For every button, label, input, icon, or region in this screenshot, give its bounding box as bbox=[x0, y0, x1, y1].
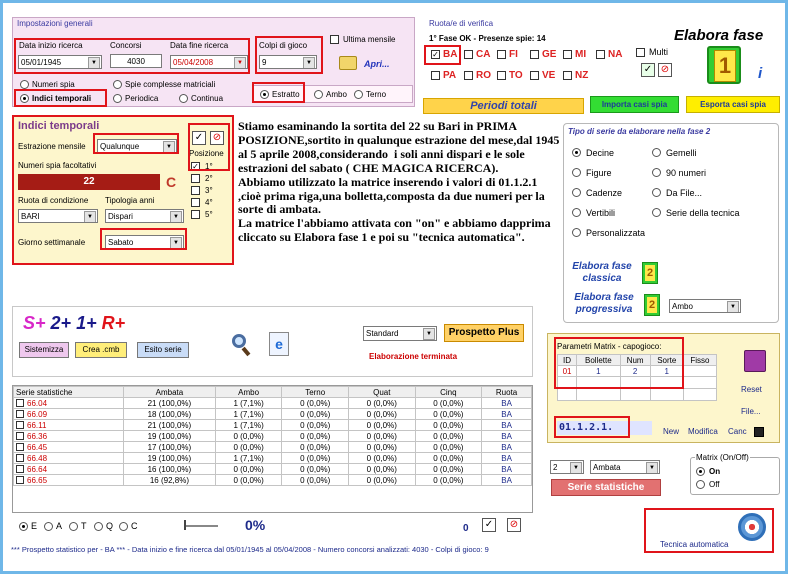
stats-cell: 0 (0,0%) bbox=[348, 431, 415, 442]
stats-header: Serie statistiche bbox=[14, 387, 124, 398]
footer-radio-t[interactable] bbox=[69, 522, 78, 531]
footer-radio-label-c: C bbox=[131, 521, 138, 531]
indici-radio-highlight bbox=[14, 89, 107, 107]
stats-cell: 1 (7,1%) bbox=[215, 398, 282, 409]
ruota-checkbox-ba[interactable]: ✓ bbox=[432, 50, 439, 59]
check-all-icon[interactable]: ✓ bbox=[641, 63, 655, 77]
elabora-progressiva-text: Elabora fase progressiva bbox=[574, 292, 634, 315]
ruote-title: Ruota/e di verifica bbox=[429, 19, 494, 28]
numeri-spia-radio[interactable] bbox=[20, 80, 29, 89]
terno-radio[interactable] bbox=[354, 90, 363, 99]
ruota-checkbox-nz[interactable] bbox=[563, 71, 572, 80]
stats-cell: 16 (92,8%) bbox=[124, 475, 216, 486]
save-icon[interactable] bbox=[754, 427, 764, 437]
elabora-classica-label[interactable] bbox=[568, 261, 636, 285]
serie-cell bbox=[14, 475, 124, 486]
serie-value: 66.64 bbox=[27, 464, 48, 474]
indici-temporali-radio-label: Indici temporali bbox=[32, 94, 92, 103]
elabora-progressiva-label[interactable] bbox=[568, 292, 640, 316]
serie-cell bbox=[14, 420, 124, 431]
stats-cell: 0 (0,0%) bbox=[415, 442, 482, 453]
stats-cell: 0 (0,0%) bbox=[415, 431, 482, 442]
row-checkbox[interactable] bbox=[16, 432, 24, 440]
posizione-label: Posizione bbox=[189, 149, 224, 158]
stats-cell: BA bbox=[482, 398, 532, 409]
posizione-label-4: 4° bbox=[205, 198, 213, 207]
ruota-label-na: NA bbox=[608, 49, 623, 60]
matrix-header-id: ID bbox=[558, 355, 577, 366]
stats-cell: 0 (0,0%) bbox=[215, 475, 282, 486]
matrix-canc-link[interactable]: Canc bbox=[728, 427, 747, 436]
row-checkbox[interactable] bbox=[16, 410, 24, 418]
tipo-label-figure: Figure bbox=[586, 168, 612, 178]
stats-cell: BA bbox=[482, 431, 532, 442]
serie-value: 66.11 bbox=[27, 420, 47, 430]
progress-slider[interactable] bbox=[184, 525, 218, 527]
ruota-label-ca: CA bbox=[476, 49, 491, 60]
table-row[interactable] bbox=[14, 453, 532, 464]
tipo-radio-figure[interactable] bbox=[572, 168, 581, 177]
tipo-radio-90-numeri[interactable] bbox=[652, 168, 661, 177]
stats-cell: 18 (100,0%) bbox=[124, 409, 216, 420]
matrix-modifica-link[interactable]: Modifica bbox=[688, 427, 718, 436]
table-row[interactable] bbox=[14, 409, 532, 420]
continua-radio[interactable] bbox=[179, 94, 188, 103]
terno-label: Terno bbox=[366, 90, 387, 99]
footer-radio-e[interactable] bbox=[19, 522, 28, 531]
concorsi-field[interactable]: 4030 bbox=[110, 54, 162, 68]
data-fine-select[interactable]: 05/04/2008 ▼ bbox=[170, 55, 248, 69]
ambo-label: Ambo bbox=[326, 90, 347, 99]
serie-cell bbox=[14, 409, 124, 420]
stats-cell: 0 (0,0%) bbox=[415, 409, 482, 420]
tipo-label-da-file-: Da File... bbox=[666, 188, 703, 198]
posizione-checkbox-3[interactable] bbox=[191, 186, 200, 195]
ruota-condizione-select[interactable]: BARI ▼ bbox=[18, 209, 98, 223]
matrix-cell: 1 bbox=[650, 366, 683, 377]
spie-complesse-radio[interactable] bbox=[113, 80, 122, 89]
colpi-label: Colpi di gioco bbox=[259, 41, 308, 50]
serie-cell bbox=[14, 431, 124, 442]
stats-cell: 0 (0,0%) bbox=[282, 442, 349, 453]
stats-cell: 0 (0,0%) bbox=[282, 453, 349, 464]
prospetto-plus-button[interactable]: Prospetto Plus bbox=[444, 324, 524, 342]
ruota-checkbox-ro[interactable] bbox=[464, 71, 473, 80]
footer-radio-c[interactable] bbox=[119, 522, 128, 531]
stats-cell: 21 (100,0%) bbox=[124, 398, 216, 409]
stats-cell: 19 (100,0%) bbox=[124, 453, 216, 464]
serie-cell bbox=[14, 442, 124, 453]
matrix-file-link[interactable]: File... bbox=[741, 407, 761, 416]
stats-cell: 0 (0,0%) bbox=[215, 431, 282, 442]
ultima-mensile-checkbox[interactable] bbox=[330, 35, 339, 44]
footer-confirm-icon[interactable]: ✓ bbox=[482, 518, 496, 532]
ruota-checkbox-to[interactable] bbox=[497, 71, 506, 80]
row-checkbox[interactable] bbox=[16, 421, 24, 429]
fase2-sorte-select[interactable]: Ambo ▼ bbox=[669, 299, 741, 313]
stats-header: Ambata bbox=[124, 387, 216, 398]
date-highlight bbox=[14, 38, 250, 74]
ruota-condizione-label: Ruota di condizione bbox=[18, 196, 89, 205]
ruota-label-fi: FI bbox=[509, 49, 518, 60]
logo-2: 2+ bbox=[50, 313, 72, 333]
data-fine-label: Data fine ricerca bbox=[170, 41, 229, 50]
row-checkbox[interactable] bbox=[16, 399, 24, 407]
ambo-radio[interactable] bbox=[314, 90, 323, 99]
estrazione-select[interactable]: Qualunque ▼ bbox=[97, 139, 177, 153]
matrix-cell bbox=[683, 366, 716, 377]
colpi-highlight bbox=[255, 36, 323, 74]
stats-cell: 0 (0,0%) bbox=[415, 475, 482, 486]
ruota-checkbox-pa[interactable] bbox=[431, 71, 440, 80]
elabora-progressiva-button[interactable] bbox=[644, 294, 660, 316]
posizione-checkbox-2[interactable] bbox=[191, 174, 200, 183]
posizione-label-2: 2° bbox=[205, 174, 213, 183]
estrazione-highlight bbox=[93, 133, 179, 154]
row-checkbox[interactable] bbox=[16, 476, 24, 484]
ruota-checkbox-na[interactable] bbox=[596, 50, 605, 59]
stats-cell: 1 (7,1%) bbox=[215, 409, 282, 420]
stats-header-row bbox=[14, 387, 532, 398]
stats-cell: 0 (0,0%) bbox=[415, 398, 482, 409]
matrix-code-field[interactable]: 01.1.2.1. bbox=[557, 421, 652, 435]
stats-cell: 1 (7,1%) bbox=[215, 453, 282, 464]
tecnica-label: Tecnica automatica bbox=[660, 540, 729, 549]
matrix-off-radio[interactable] bbox=[696, 480, 705, 489]
tipo-radio-vertibili[interactable] bbox=[572, 208, 581, 217]
data-inizio-label: Data inizio ricerca bbox=[19, 41, 83, 50]
periodi-totali-button[interactable]: Periodi totali bbox=[423, 98, 584, 114]
row-checkbox[interactable] bbox=[16, 465, 24, 473]
matrix-on-label: On bbox=[709, 467, 721, 476]
numeri-spia-label: Numeri spia bbox=[32, 80, 75, 89]
tipo-radio-personalizzata[interactable] bbox=[572, 228, 581, 237]
matrix-empty-row bbox=[558, 389, 717, 401]
elabora-fase-1-button[interactable] bbox=[707, 46, 741, 84]
tipo-label-gemelli: Gemelli bbox=[666, 148, 697, 158]
elabora-fase-1-number: 1 bbox=[714, 50, 736, 82]
annotation-text: Stiamo esaminando la sortita del 22 su Bari in PRIMA POSIZIONE,sortito in qualunque estrazione del mese,dal 1945 al 5 aprile 2008,considerando i soli anni dispari e le sole estrazioni del sabato ( CHE MAGICA RICERCA). Abbiamo utilizzato la matrice inserendo i valori di 01.1.2.1 ,cioè prima riga,una bolletta,composta da due numeri per la sorte di ambata. La matrice l'abbiamo attivata con "on" e abbiamo dapprima cliccato su Elabora fase 1 e poi su "tecnica automatica". bbox=[238, 119, 560, 245]
ruota-checkbox-fi[interactable] bbox=[497, 50, 506, 59]
logo-s: S+ bbox=[23, 313, 46, 333]
ruota-label-ba: BA bbox=[443, 49, 458, 60]
ruota-label-ve: VE bbox=[542, 70, 556, 81]
target-icon bbox=[738, 513, 766, 541]
serie-value: 66.48 bbox=[27, 453, 48, 463]
stats-cell: 1 (7,1%) bbox=[215, 420, 282, 431]
stats-table bbox=[13, 386, 532, 486]
ruota-label-ge: GE bbox=[542, 49, 557, 60]
row-checkbox[interactable] bbox=[16, 443, 24, 451]
footer-radio-a[interactable] bbox=[44, 522, 53, 531]
tipo-label-90-numeri: 90 numeri bbox=[666, 168, 707, 178]
stats-header: Ruota bbox=[482, 387, 532, 398]
stats-cell: 0 (0,0%) bbox=[282, 398, 349, 409]
tipo-label-vertibili: Vertibili bbox=[586, 208, 616, 218]
progress-percent: 0% bbox=[245, 517, 266, 533]
stats-cell: BA bbox=[482, 464, 532, 475]
ruota-checkbox-ca[interactable] bbox=[464, 50, 473, 59]
stats-table-body bbox=[14, 398, 532, 486]
tipo-radio-decine[interactable] bbox=[572, 148, 581, 157]
footer-radio-q[interactable] bbox=[94, 522, 103, 531]
matrix-header-num: Num bbox=[620, 355, 650, 366]
matrix-table-highlight bbox=[554, 337, 684, 389]
stats-cell: BA bbox=[482, 453, 532, 464]
stats-cell: 0 (0,0%) bbox=[415, 464, 482, 475]
serie-sorte-select[interactable]: Ambata ▼ bbox=[590, 460, 660, 474]
stats-cell: 0 (0,0%) bbox=[215, 464, 282, 475]
ultima-mensile-label: Ultima mensile bbox=[343, 35, 396, 44]
ruota-label-pa: PA bbox=[443, 70, 457, 81]
serie-cell bbox=[14, 453, 124, 464]
ruota-checkbox-ge[interactable] bbox=[530, 50, 539, 59]
footer-cancel-icon[interactable]: ⊘ bbox=[507, 518, 521, 532]
stats-cell: 16 (100,0%) bbox=[124, 464, 216, 475]
stats-header: Cinq bbox=[415, 387, 482, 398]
matrix-onoff-title: Matrix (On/Off) bbox=[696, 453, 749, 462]
stats-cell: 0 (0,0%) bbox=[348, 442, 415, 453]
serie-value: 66.04 bbox=[27, 398, 48, 408]
table-row[interactable] bbox=[14, 464, 532, 475]
estratto-label: Estratto bbox=[272, 90, 300, 99]
footer-radio-label-e: E bbox=[31, 521, 38, 531]
status-line: *** Prospetto statistico per - BA *** - Data inizio e fine ricerca dal 05/01/1945 al 05/04/2008 - Numero concorsi analizzati: 4030 - Colpi di gioco: 9 bbox=[11, 545, 489, 554]
stats-cell: 21 (100,0%) bbox=[124, 420, 216, 431]
table-row[interactable] bbox=[14, 442, 532, 453]
ruota-label-to: TO bbox=[509, 70, 523, 81]
stats-table-container bbox=[12, 385, 533, 513]
table-row[interactable] bbox=[14, 420, 532, 431]
matrix-on-radio[interactable] bbox=[696, 467, 705, 476]
serie-statistiche-button[interactable]: Serie statistiche bbox=[551, 479, 661, 496]
table-row[interactable] bbox=[14, 431, 532, 442]
table-row[interactable] bbox=[14, 398, 532, 409]
matrix-header-bollette: Bollette bbox=[577, 355, 621, 366]
stats-header: Quat bbox=[348, 387, 415, 398]
browser-icon[interactable]: e bbox=[269, 332, 289, 356]
stats-cell: 0 (0,0%) bbox=[282, 475, 349, 486]
serie-value: 66.09 bbox=[27, 409, 48, 419]
stats-cell: 0 (0,0%) bbox=[282, 409, 349, 420]
serie-cell bbox=[14, 464, 124, 475]
giorno-label: Giorno settimanale bbox=[18, 238, 86, 247]
elabora-classica-text: Elabora fase classica bbox=[572, 261, 632, 284]
numeri-spia-facoltativi-label: Numeri spia facoltativi bbox=[18, 161, 97, 170]
colpi-select[interactable]: 9 ▼ bbox=[259, 55, 317, 69]
importa-button[interactable]: Importa casi spia bbox=[590, 96, 679, 113]
crea-cmb-button[interactable]: Crea .cmb bbox=[75, 342, 127, 358]
serie-value: 66.45 bbox=[27, 442, 48, 452]
tipo-label-decine: Decine bbox=[586, 148, 615, 158]
spie-complesse-label: Spie complesse matriciali bbox=[125, 80, 216, 89]
esito-serie-button[interactable]: Esito serie bbox=[137, 342, 189, 358]
posizione-clear-icon[interactable]: ⊘ bbox=[210, 131, 224, 145]
posizione-checkbox-4[interactable] bbox=[191, 198, 200, 207]
tipo-label-personalizzata: Personalizzata bbox=[586, 228, 646, 238]
stats-cell: BA bbox=[482, 475, 532, 486]
folder-open-icon[interactable] bbox=[339, 56, 357, 70]
stats-cell: 0 (0,0%) bbox=[348, 398, 415, 409]
stats-cell: BA bbox=[482, 442, 532, 453]
ruote-status: 1° Fase OK - Presenze spie: 14 bbox=[429, 34, 546, 43]
stats-header: Ambo bbox=[215, 387, 282, 398]
logo-r: R+ bbox=[101, 313, 126, 333]
stats-cell: BA bbox=[482, 420, 532, 431]
clear-all-icon[interactable]: ⊘ bbox=[658, 63, 672, 77]
elaborazione-status: Elaborazione terminata bbox=[369, 352, 458, 361]
sistemizza-button[interactable]: Sistemizza bbox=[19, 342, 69, 358]
stats-cell: 0 (0,0%) bbox=[415, 453, 482, 464]
stats-cell: 0 (0,0%) bbox=[215, 442, 282, 453]
stats-cell: 19 (100,0%) bbox=[124, 431, 216, 442]
tipologia-label: Tipologia anni bbox=[105, 196, 155, 205]
row-checkbox[interactable] bbox=[16, 454, 24, 462]
tools-panel bbox=[12, 306, 533, 377]
estrazione-label: Estrazione mensile bbox=[18, 142, 86, 151]
book-icon[interactable] bbox=[744, 350, 766, 372]
stats-cell: 0 (0,0%) bbox=[282, 420, 349, 431]
matrix-onoff-group bbox=[690, 453, 780, 495]
matrix-cell: 1 bbox=[577, 366, 621, 377]
continua-label: Continua bbox=[191, 94, 224, 103]
giorno-select[interactable]: Sabato ▼ bbox=[105, 235, 184, 249]
estratto-highlight bbox=[252, 82, 305, 103]
ruota-label-nz: NZ bbox=[575, 70, 589, 81]
tipo-radio-serie-della-tecnica[interactable] bbox=[652, 208, 661, 217]
stats-cell: 0 (0,0%) bbox=[348, 409, 415, 420]
matrix-reset-link[interactable]: Reset bbox=[741, 385, 762, 394]
matrix-new-link[interactable]: New bbox=[663, 427, 680, 436]
ruota-label-mi: MI bbox=[575, 49, 587, 60]
stats-cell: 0 (0,0%) bbox=[348, 475, 415, 486]
stats-cell: 0 (0,0%) bbox=[348, 453, 415, 464]
tipo-label-cadenze: Cadenze bbox=[586, 188, 623, 198]
c-label: C bbox=[166, 174, 177, 190]
multi-checkbox[interactable] bbox=[636, 48, 645, 57]
esporta-button[interactable]: Esporta casi spia bbox=[686, 96, 780, 113]
matrix-off-label: Off bbox=[709, 480, 720, 489]
matrix-cell: 2 bbox=[620, 366, 650, 377]
tipologia-select[interactable]: Dispari ▼ bbox=[105, 209, 184, 223]
matrix-title: Parametri Matrix - capogioco: bbox=[557, 342, 662, 351]
indici-title: Indici temporali bbox=[18, 120, 100, 132]
numeri-spia-field[interactable]: 22 bbox=[18, 174, 160, 190]
tipo-radio-cadenze[interactable] bbox=[572, 188, 581, 197]
periodica-radio[interactable] bbox=[113, 94, 122, 103]
tipo-radio-gemelli[interactable] bbox=[652, 148, 661, 157]
tipo-serie-panel bbox=[563, 123, 779, 323]
stats-cell: BA bbox=[482, 409, 532, 420]
elabora-fase-title: Elabora fase bbox=[674, 27, 764, 44]
data-inizio-select[interactable]: 05/01/1945 ▼ bbox=[18, 55, 102, 69]
multi-label: Multi bbox=[649, 47, 669, 57]
table-row[interactable] bbox=[14, 475, 532, 486]
tecnica-automatica-button[interactable] bbox=[644, 508, 774, 553]
concorsi-label: Concorsi bbox=[110, 41, 142, 50]
ruota-label-ro: RO bbox=[476, 70, 491, 81]
general-settings-title: Impostazioni generali bbox=[17, 19, 93, 28]
serie-cell bbox=[14, 398, 124, 409]
tipo-radio-da-file-[interactable] bbox=[652, 188, 661, 197]
ruota-checkbox-mi[interactable] bbox=[563, 50, 572, 59]
periodica-label: Periodica bbox=[125, 94, 159, 103]
tipo-serie-title: Tipo di serie da elaborare nella fase 2 bbox=[568, 127, 711, 136]
matrix-header-fisso: Fisso bbox=[683, 355, 716, 366]
posizione-checkbox-1[interactable]: ✓ bbox=[192, 162, 199, 171]
ruota-checkbox-ve[interactable] bbox=[530, 71, 539, 80]
posizione-label-1: 1° bbox=[205, 162, 213, 171]
posizione-label-5: 5° bbox=[205, 210, 213, 219]
footer-zero: 0 bbox=[463, 523, 469, 534]
matrix-cell: 01 bbox=[558, 366, 577, 377]
matrix-code-highlight bbox=[554, 416, 630, 438]
posizione-confirm-icon[interactable]: ✓ bbox=[192, 131, 206, 145]
serie-num-select[interactable]: 2 ▼ bbox=[550, 460, 584, 474]
stats-cell: 0 (0,0%) bbox=[415, 420, 482, 431]
stats-cell: 0 (0,0%) bbox=[282, 431, 349, 442]
stats-cell: 0 (0,0%) bbox=[348, 420, 415, 431]
posizione-checkbox-5[interactable] bbox=[191, 210, 200, 219]
posizione-highlight bbox=[188, 123, 230, 171]
progress-slider-thumb[interactable] bbox=[184, 520, 186, 530]
giorno-highlight bbox=[100, 228, 187, 250]
footer-radio-label-a: A bbox=[56, 521, 63, 531]
footer-radio-label-q: Q bbox=[106, 521, 114, 531]
ba-highlight bbox=[424, 45, 461, 65]
stats-cell: 0 (0,0%) bbox=[282, 464, 349, 475]
stats-cell: 0 (0,0%) bbox=[348, 464, 415, 475]
search-icon[interactable] bbox=[230, 332, 252, 356]
footer-radio-label-t: T bbox=[81, 521, 87, 531]
progressiva-number: 2 bbox=[648, 299, 656, 311]
standard-select[interactable]: Standard ▼ bbox=[363, 326, 437, 341]
info-icon[interactable]: i bbox=[758, 65, 763, 82]
stats-cell: 17 (100,0%) bbox=[124, 442, 216, 453]
matrix-header-sorte: Sorte bbox=[650, 355, 683, 366]
classica-number: 2 bbox=[646, 267, 654, 279]
stats-header: Terno bbox=[282, 387, 349, 398]
app-logo bbox=[23, 313, 125, 334]
serie-value: 66.65 bbox=[27, 475, 48, 485]
posizione-label-3: 3° bbox=[205, 186, 213, 195]
logo-1: 1+ bbox=[76, 313, 97, 333]
tipo-label-serie-della-tecnica: Serie della tecnica bbox=[666, 208, 740, 218]
apri-link[interactable]: Apri... bbox=[364, 59, 390, 69]
serie-value: 66.36 bbox=[27, 431, 48, 441]
elabora-classica-button[interactable] bbox=[642, 262, 658, 284]
